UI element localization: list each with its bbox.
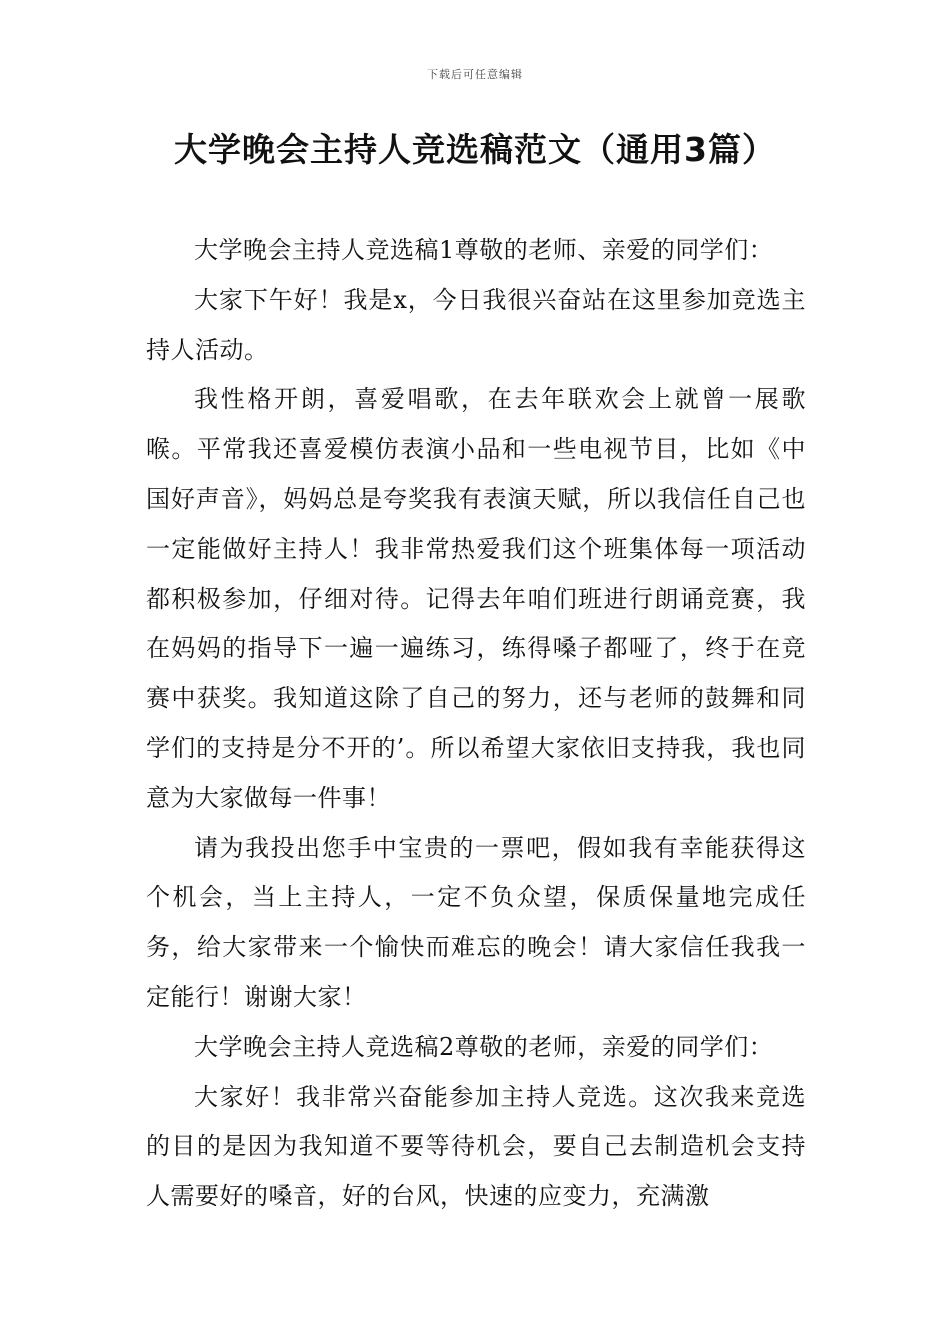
paragraph: 大学晚会主持人竞选稿2尊敬的老师，亲爱的同学们： [194,1032,774,1061]
document-title: 大学晚会主持人竞选稿范文（通用3篇） [174,130,776,169]
document-body [146,226,806,1222]
paragraph: 我性格开朗，喜爱唱歌，在去年联欢会上就曾一展歌喉。平常我还喜爱模仿表演小品和一些电视节目，比如《中国好声音》，妈妈总是夸奖我有表演天赋，所以我信任自己也一定能做好主持人！我非常热爱我们这个班集体每一项活动都积极参加，仔细对待。记得去年咱们班进行朗诵竞赛，我在妈妈的指导下一遍一遍练习，练得嗓子都哑了，终于在竞赛中获奖。我知道这除了自己的努力，还与老师的鼓舞和同学们的支持是分不开的’。所以希望大家依旧支持我，我也同意为大家做每一件事！ [146,385,806,812]
paragraph: 大家下午好！我是x，今日我很兴奋站在这里参加竞选主持人活动。 [146,285,806,364]
paragraph: 请为我投出您手中宝贵的一票吧，假如我有幸能获得这个机会，当上主持人，一定不负众望，保质保量地完成任务，给大家带来一个愉快而难忘的晚会！请大家信任我我一定能行！谢谢大家！ [146,833,806,1011]
paragraph: 大家好！我非常兴奋能参加主持人竞选。这次我来竞选的目的是因为我知道不要等待机会，要自己去制造机会支持人需要好的嗓音，好的台风，快速的应变力，充满激 [146,1082,806,1211]
paragraph: 大学晚会主持人竞选稿1尊敬的老师、亲爱的同学们： [194,236,774,264]
header-note: 下载后可任意编辑 [427,68,523,81]
